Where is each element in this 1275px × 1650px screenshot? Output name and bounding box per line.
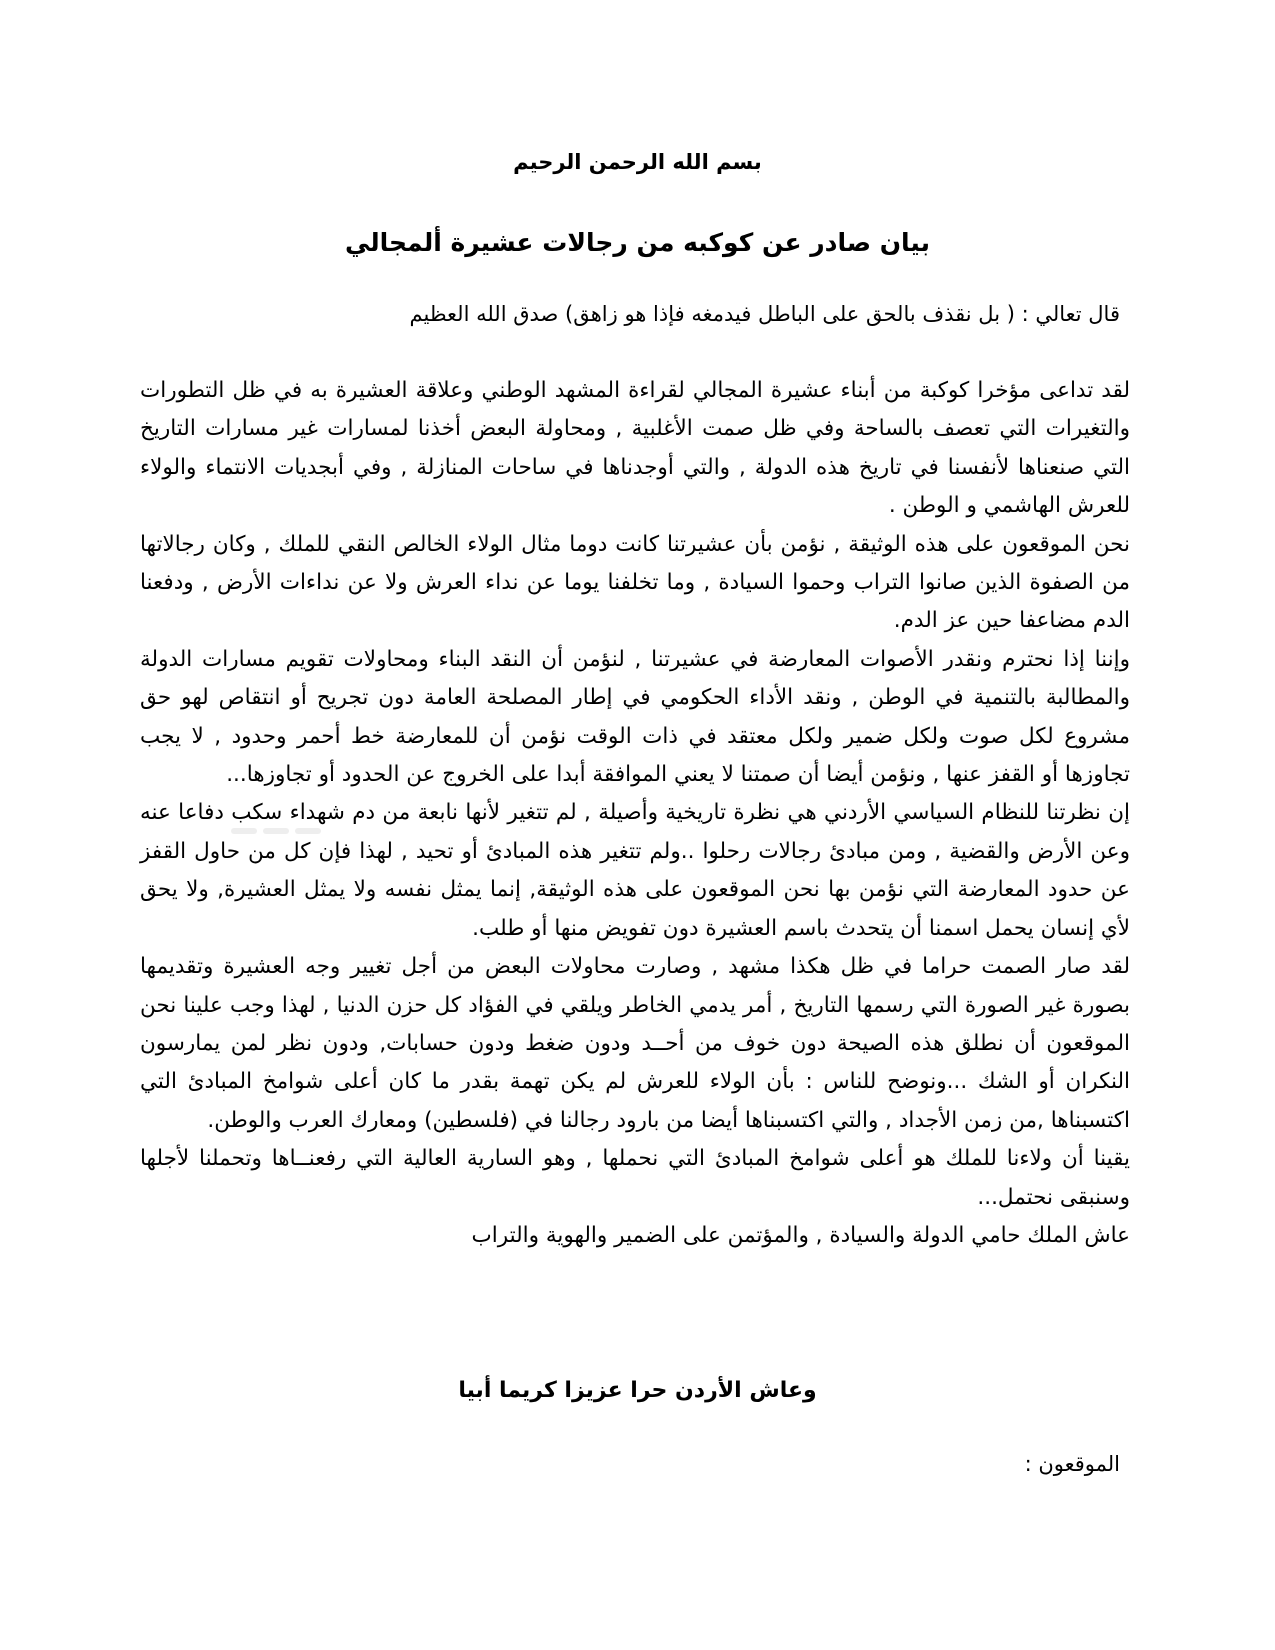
paragraph-2: نحن الموقعون على هذه الوثيقة , نؤمن بأن عشيرتنا كانت دوما مثال الولاء الخالص النقي للملك , وكان رجالاتها من الصفوة الذين صانوا التراب وحموا السيادة , وما تخلفنا يوما عن نداء العرش ولا عن نداءات الأرض , ودفعنا الدم مضاعفا حين عز الدم. [140, 531, 1130, 634]
basmala-heading: بسم الله الرحمن الرحيم [513, 150, 762, 174]
statement-title: بيان صادر عن كوكبه من رجالات عشيرة ألمجالي [344, 228, 931, 257]
statement-body [140, 372, 1130, 1255]
paragraph-5: لقد صار الصمت حراما في ظل هكذا مشهد , وصارت محاولات البعض من أجل تغيير وجه العشيرة وتقديمها بصورة غير الصورة التي رسمها التاريخ , أمر يدمي الخاطر ويلقي في الفؤاد كل حزن الدنيا , لهذا وجب علينا نحن الموقعون أن نطلق هذه الصيحة دون خوف من أحــد ودون ضغط ودون حسابات, ودون نظر لمن يمارسون النكران أو الشك ...ونوضح للناس : بأن الولاء للعرش لم يكن تهمة بقدر ما كان أعلى شوامخ المبادئ التي اكتسبناها ,من زمن الأجداد , والتي اكتسبناها أيضا من بارود رجالنا في (فلسطين) ومعارك العرب والوطن. [140, 954, 1130, 1133]
paragraph-6: يقينا أن ولاءنا للملك هو أعلى شوامخ المبادئ التي نحملها , وهو السارية العالية التي رفعنــاها وتحملنا لأجلها وسنبقى نحتمل... [140, 1146, 1130, 1210]
signatories-label: الموقعون : [1024, 1452, 1120, 1476]
paragraph-4: إن نظرتنا للنظام السياسي الأردني هي نظرة تاريخية وأصيلة , لم تتغير لأنها نابعة من دم شهداء سكب دفاعا عنه وعن الأرض والقضية , ومن مبادئ رجالات رحلوا ..ولم تتغير هذه المبادئ أو تحيد , لهذا فإن كل من حاول القفز عن حدود المعارضة التي نؤمن بها نحن الموقعون على هذه الوثيقة, إنما يمثل نفسه ولا يمثل العشيرة, ولا يحق لأي إنسان يحمل اسمنا أن يتحدث باسم العشيرة دون تفويض منها أو طلب. [140, 800, 1130, 941]
closing-line: عاش الملك حامي الدولة والسيادة , والمؤتمن على الضمير والهوية والتراب [471, 1222, 1130, 1248]
paragraph-3: وإننا إذا نحترم ونقدر الأصوات المعارضة في عشيرتنا , لنؤمن أن النقد البناء ومحاولات تقويم مسارات الدولة والمطالبة بالتنمية في الوطن , ونقد الأداء الحكومي في إطار المصلحة العامة دون تجريح أو انتقاص لهو حق مشروع لكل صوت ولكل ضمير ولكل معتقد في ذات الوقت نؤمن أن للمعارضة خط أحمر وحدود , لا يجب تجاوزها أو القفز عنها , ونؤمن أيضا أن صمتنا لا يعني الموافقة أبدا على الخروج عن الحدود أو تجاوزها... [140, 646, 1130, 788]
paragraph-1: لقد تداعى مؤخرا كوكبة من أبناء عشيرة المجالي لقراءة المشهد الوطني وعلاقة العشيرة به في ظل التطورات والتغيرات التي تعصف بالساحة وفي ظل صمت الأغلبية , ومحاولة البعض أخذنا لمسارات غير مسارات التاريخ التي صنعناها لأنفسنا في تاريخ هذه الدولة , والتي أوجدناها في ساحات المنازلة , وفي أبجديات الانتماء والولاء للعرش الهاشمي و الوطن . [140, 378, 1130, 519]
faint-watermark [228, 820, 368, 842]
closing-motto: وعاش الأردن حرا عزيزا كريما أبيا [458, 1378, 817, 1403]
quran-quote: قال تعالي : ( بل نقذف بالحق على الباطل فيدمغه فإذا هو زاهق) صدق الله العظيم [409, 302, 1120, 326]
